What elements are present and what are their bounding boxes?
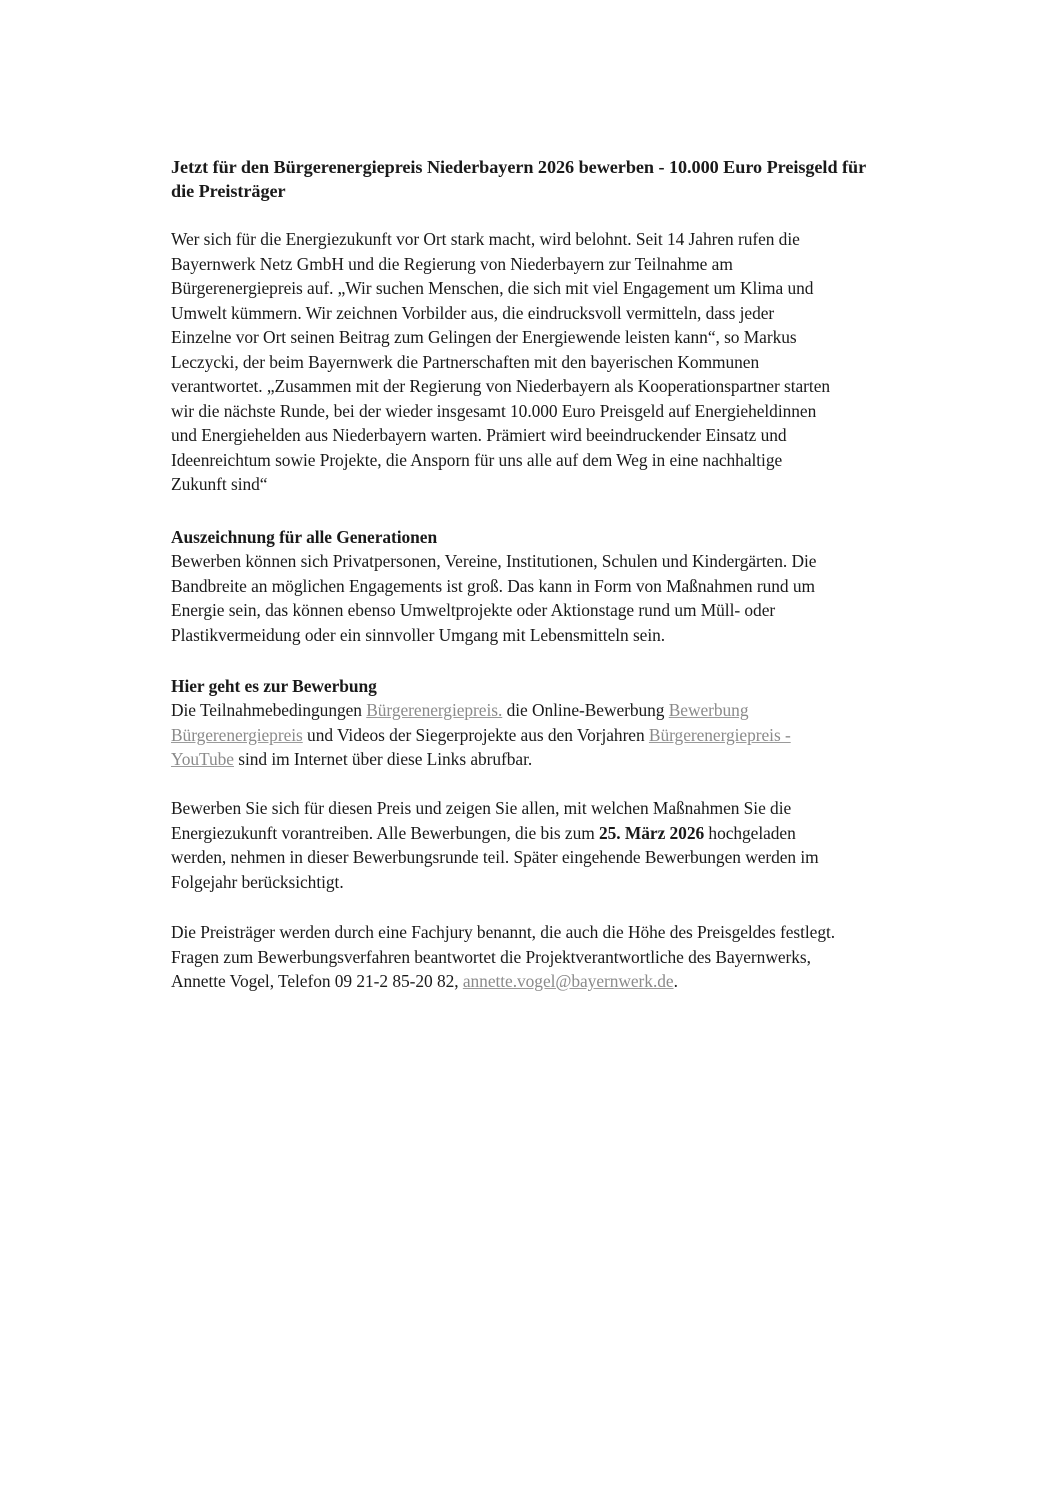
deadline-date: 25. März 2026 [599, 822, 705, 843]
deadline-line [171, 822, 796, 844]
deadline-text: hochgeladen [704, 822, 796, 843]
deadline-line: Folgejahr berücksichtigt. [171, 871, 344, 892]
link-youtube[interactable]: Bürgerenergiepreis - [648, 724, 791, 745]
application-line [171, 748, 532, 770]
intro-line: Zukunft sind“ [171, 474, 268, 494]
application-text: Die Teilnahmebedingungen [171, 700, 367, 720]
intro-line: Umwelt kümmern. Wir zeichnen Vorbilder aus, die eindrucksvoll vermitteln, dass jeder [171, 302, 775, 323]
generations-line: Energie sein, das können ebenso Umweltprojekte oder Aktionstage rund um Müll- oder [171, 600, 776, 620]
intro-line: Ideenreichtum sowie Projekte, die Ansporn für uns alle auf dem Weg in eine nachhaltige [171, 449, 783, 470]
link-youtube-continued[interactable]: YouTube [171, 749, 234, 769]
section-heading-application: Hier geht es zur Bewerbung [171, 676, 377, 696]
intro-line: Bayernwerk Netz GmbH und die Regierung von Niederbayern zur Teilnahme am [171, 253, 733, 274]
email-link[interactable]: annette.vogel@bayernwerk.de [462, 971, 674, 991]
intro-line: Wer sich für die Energiezukunft vor Ort stark macht, wird belohnt. Seit 14 Jahren rufen die [171, 229, 800, 249]
contact-text: . [673, 971, 678, 991]
intro-line: wir die nächste Runde, bei der wieder insgesamt 10.000 Euro Preisgeld auf Energieheldinnen [171, 400, 817, 421]
link-online-bewerbung-continued[interactable]: Bürgerenergiepreis [171, 724, 303, 745]
contact-text: Annette Vogel, Telefon 09 21-2 85-20 82, [171, 971, 463, 991]
intro-line: Leczycki, der beim Bayernwerk die Partnerschaften mit den bayerischen Kommunen [171, 351, 760, 372]
intro-line: Einzelne vor Ort seinen Beitrag zum Gelingen der Energiewende leisten kann“, so Markus [171, 327, 797, 347]
generations-line: Plastikvermeidung oder ein sinnvoller Umgang mit Lebensmitteln sein. [171, 624, 666, 645]
application-text: und Videos der Siegerprojekte aus den Vorjahren [302, 724, 649, 745]
contact-line [171, 970, 678, 992]
contact-line: Die Preisträger werden durch eine Fachjury benannt, die auch die Höhe des Preisgeldes festlegt. [171, 922, 836, 942]
link-online-bewerbung[interactable]: Bewerbung [668, 700, 749, 720]
document-title-line-1: Jetzt für den Bürgerenergiepreis Niederbayern 2026 bewerben - 10.000 Euro Preisgeld für [171, 157, 867, 177]
application-line [171, 724, 791, 746]
application-text: die Online-Bewerbung [502, 700, 669, 720]
application-line [171, 699, 748, 721]
intro-line: Bürgerenergiepreis auf. „Wir suchen Menschen, die sich mit viel Engagement um Klima und [171, 278, 814, 298]
deadline-line: Bewerben Sie sich für diesen Preis und zeigen Sie allen, mit welchen Maßnahmen Sie die [171, 798, 792, 818]
deadline-line: werden, nehmen in dieser Bewerbungsrunde teil. Später eingehende Bewerbungen werden im [171, 847, 819, 867]
link-teilnahmebedingungen[interactable]: Bürgerenergiepreis. [366, 700, 503, 720]
contact-line: Fragen zum Bewerbungsverfahren beantwortet die Projektverantwortliche des Bayernwerks, [171, 946, 811, 967]
document-title-line-2: die Preisträger [171, 181, 286, 201]
intro-line: und Energiehelden aus Niederbayern warten. Prämiert wird beeindruckender Einsatz und [171, 425, 787, 445]
deadline-text: Energiezukunft vorantreiben. Alle Bewerbungen, die bis zum [171, 822, 599, 843]
section-heading-generations: Auszeichnung für alle Generationen [171, 527, 438, 547]
intro-line: verantwortet. „Zusammen mit der Regierung von Niederbayern als Kooperationspartner starten [171, 376, 831, 396]
generations-line: Bandbreite an möglichen Engagements ist groß. Das kann in Form von Maßnahmen rund um [171, 575, 815, 596]
generations-line: Bewerben können sich Privatpersonen, Vereine, Institutionen, Schulen und Kindergärten. Die [171, 551, 817, 571]
application-text: sind im Internet über diese Links abrufbar. [233, 749, 533, 769]
